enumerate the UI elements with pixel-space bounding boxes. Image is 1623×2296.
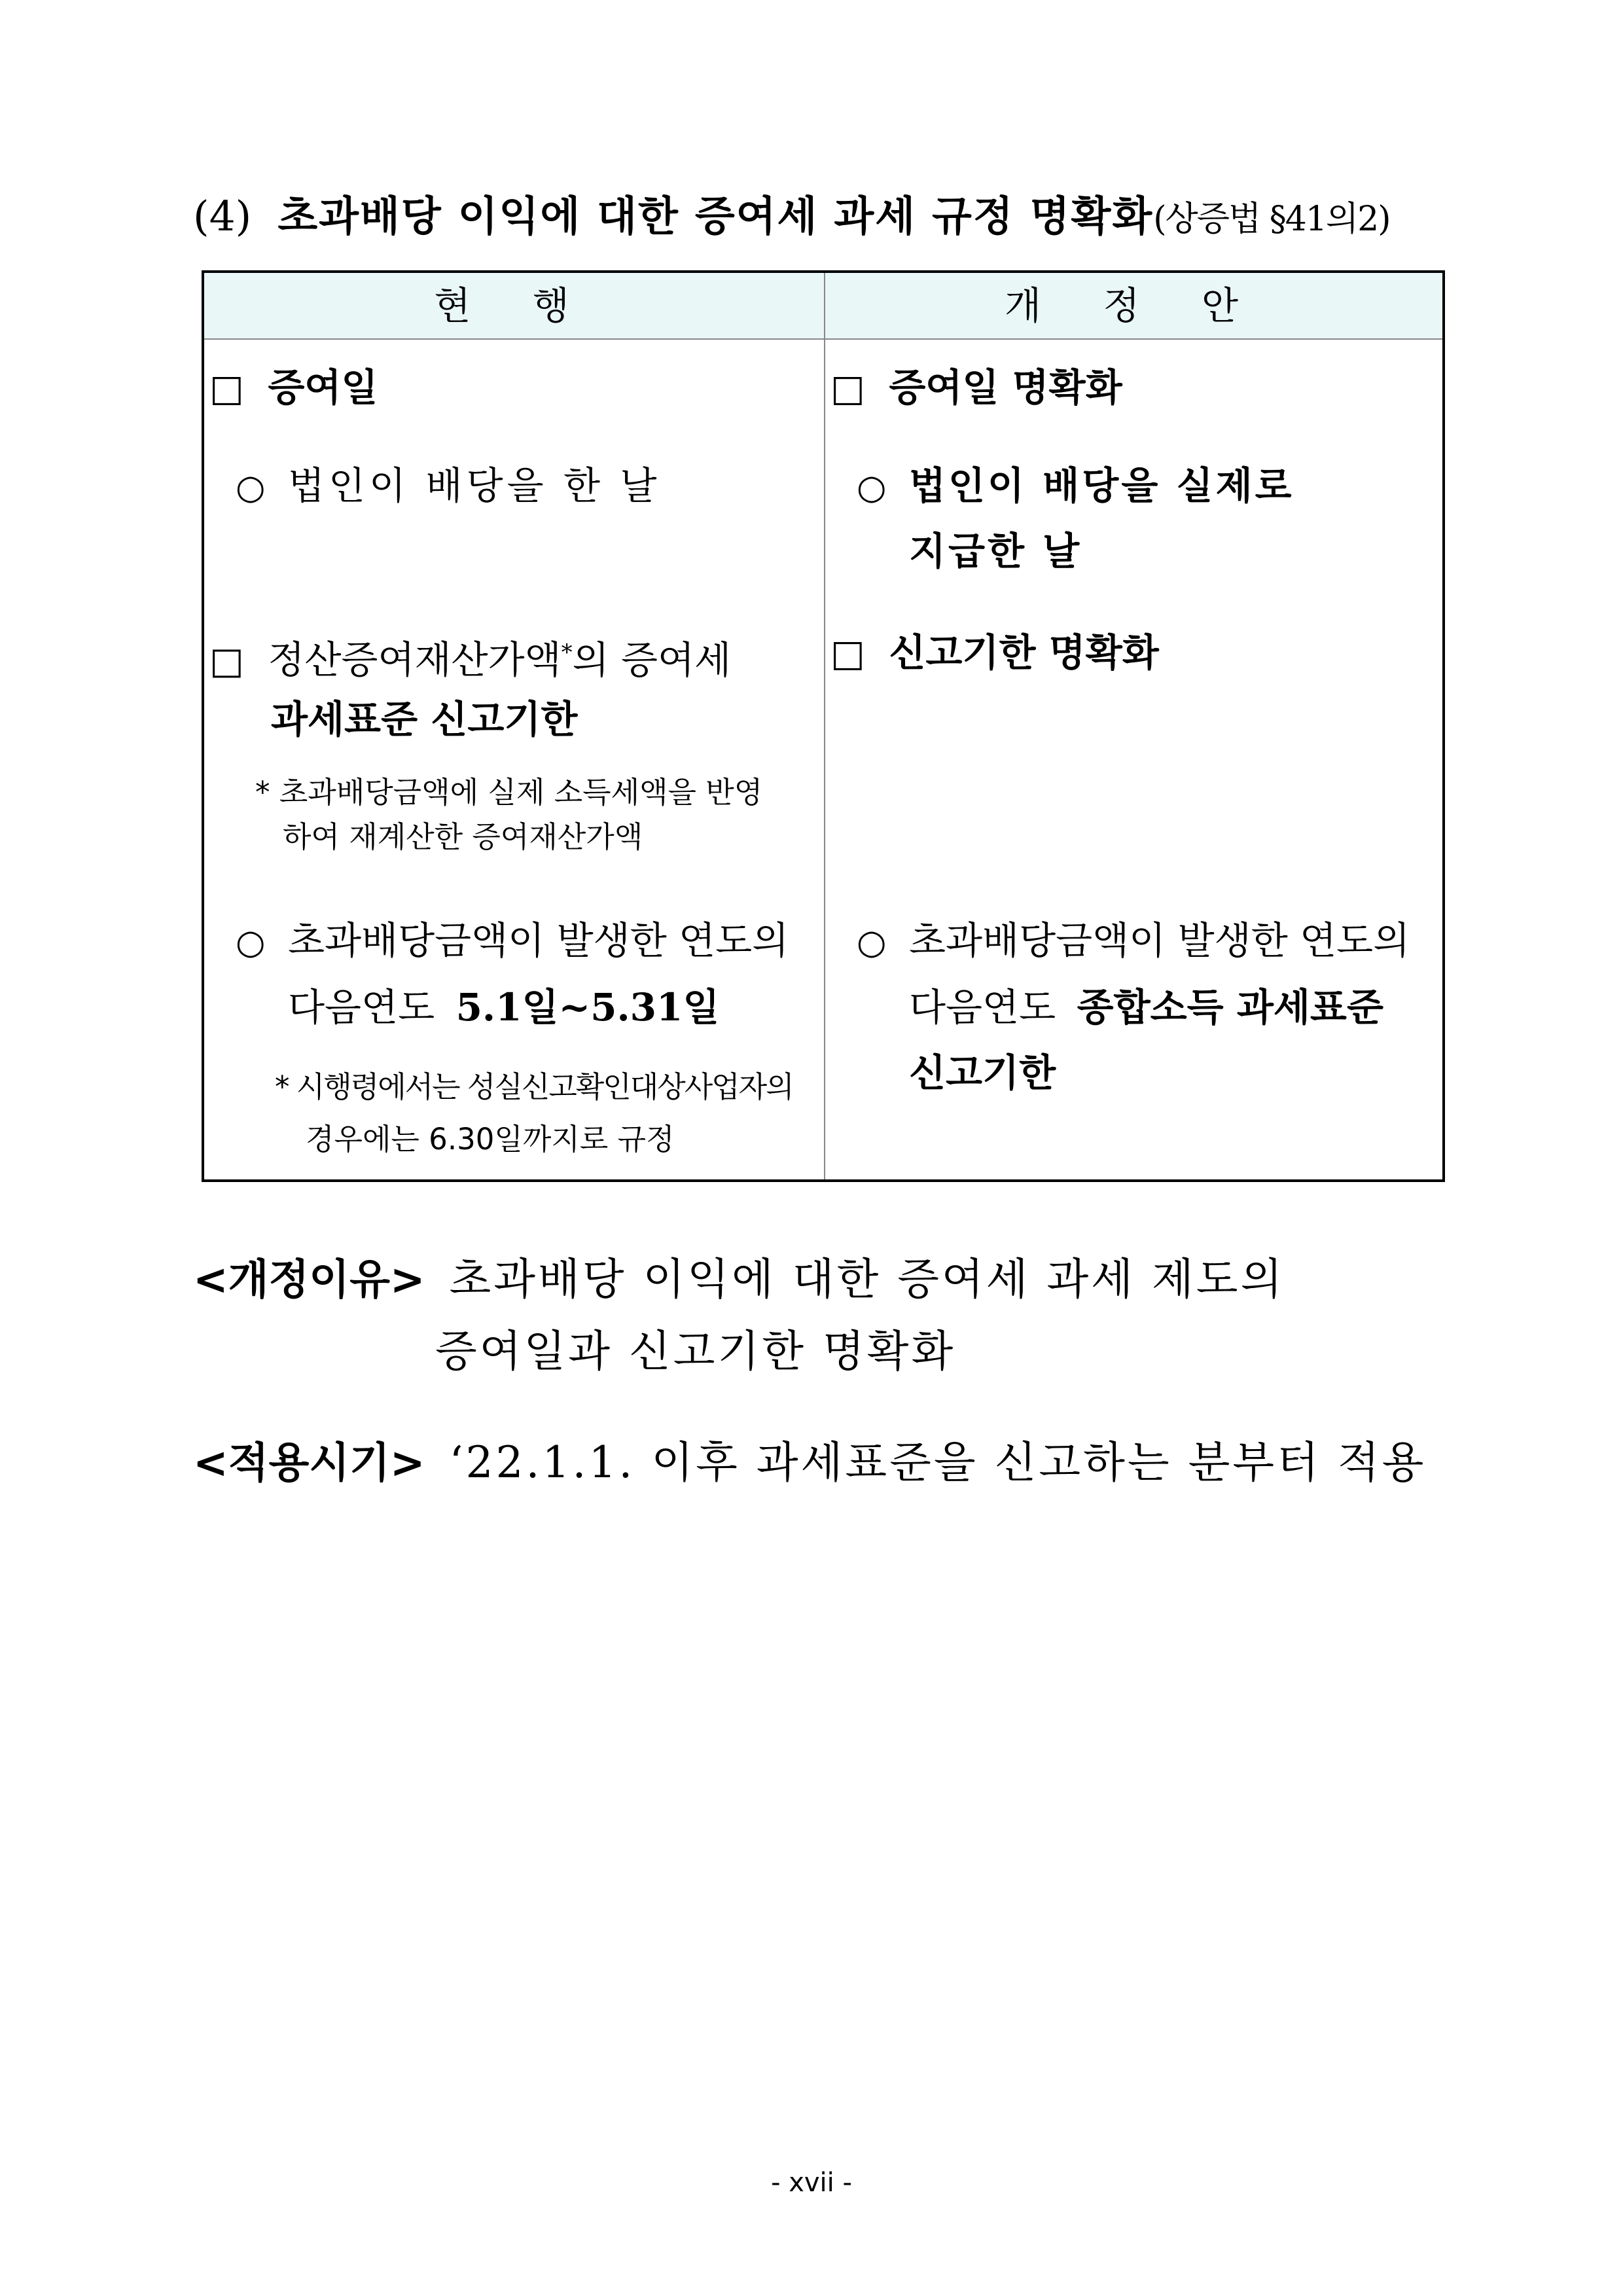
column-divider	[824, 273, 825, 1179]
bullet-icon: ○	[236, 923, 266, 962]
comparison-table	[202, 270, 1445, 1182]
amendment-reason	[193, 1244, 1285, 1316]
current-item2-title-bold: 과세표준 신고기한	[271, 697, 578, 742]
effective-text: ‘22.1.1. 이후 과세표준을 신고하는 분부터 적용	[449, 1437, 1427, 1488]
page-number: - xvii -	[771, 2168, 852, 2198]
comprehensive-income-deadline: 종합소득 과세표준	[1077, 985, 1383, 1030]
checkbox-icon: □	[209, 639, 244, 683]
reason-line1: 초과배당 이익에 대한 증여세 과세 제도의	[449, 1254, 1285, 1304]
deadline-period: 5.1일~5.31일	[455, 985, 720, 1030]
current-item2-note-line1: * 초과배당금액에 실제 소득세액을 반영	[255, 775, 763, 810]
header-current: 현 행	[434, 283, 594, 328]
section-number: (4)	[193, 192, 252, 240]
checkbox-icon: □	[830, 632, 865, 675]
revised-item2-bullet-line2: 다음연도 종합소득 과세표준	[909, 985, 1383, 1030]
checkbox-icon: □	[209, 367, 244, 410]
revised-item2-bullet-line3: 신고기한	[909, 1050, 1056, 1095]
effective-label: <적용시기>	[193, 1439, 425, 1488]
table-header-row	[204, 273, 1442, 340]
reason-line2: 증여일과 신고기한 명확화	[435, 1326, 956, 1376]
revised-item1-bullet-line1: ○ 법인이 배당을 실제로	[857, 453, 1294, 520]
current-item2-bullet-line2: 다음연도 5.1일~5.31일	[288, 985, 720, 1030]
header-revised: 개 정 안	[1005, 283, 1263, 328]
effective-date	[193, 1427, 1426, 1499]
revised-item1-bullet-line2: 지급한 날	[909, 529, 1082, 573]
current-item1-bullet: ○ 법인이 배당을 한 날	[236, 453, 661, 520]
current-item2-bullet-note-line1: * 시행령에서는 성실신고확인대상사업자의	[275, 1069, 793, 1104]
revised-item1-title: □ 증여일 명확화	[830, 365, 1122, 410]
current-item2-bullet-line1: ○ 초과배당금액이 발생한 연도의	[236, 908, 789, 975]
reason-label: <개정이유>	[193, 1256, 425, 1304]
current-item2-bullet-note-line2: 경우에는 6.30일까지로 규정	[306, 1122, 675, 1157]
section-title: 초과배당 이익에 대한 증여세 과세 규정 명확화	[277, 192, 1154, 240]
bullet-icon: ○	[236, 468, 266, 507]
bullet-icon: ○	[857, 923, 887, 962]
revised-item2-bullet-line1: ○ 초과배당금액이 발생한 연도의	[857, 908, 1410, 975]
revised-item2-title: □ 신고기한 명확화	[830, 630, 1159, 675]
current-item2-note-line2: 하여 재계산한 증여재산가액	[283, 819, 643, 854]
current-item1-title: □ 증여일	[209, 365, 378, 410]
section-heading	[193, 187, 1476, 249]
checkbox-icon: □	[830, 367, 865, 410]
bullet-icon: ○	[857, 468, 887, 507]
current-item2-title: □ 정산증여재산가액*의 증여세	[209, 637, 732, 683]
law-reference: (상증법 §41의2)	[1153, 200, 1390, 239]
